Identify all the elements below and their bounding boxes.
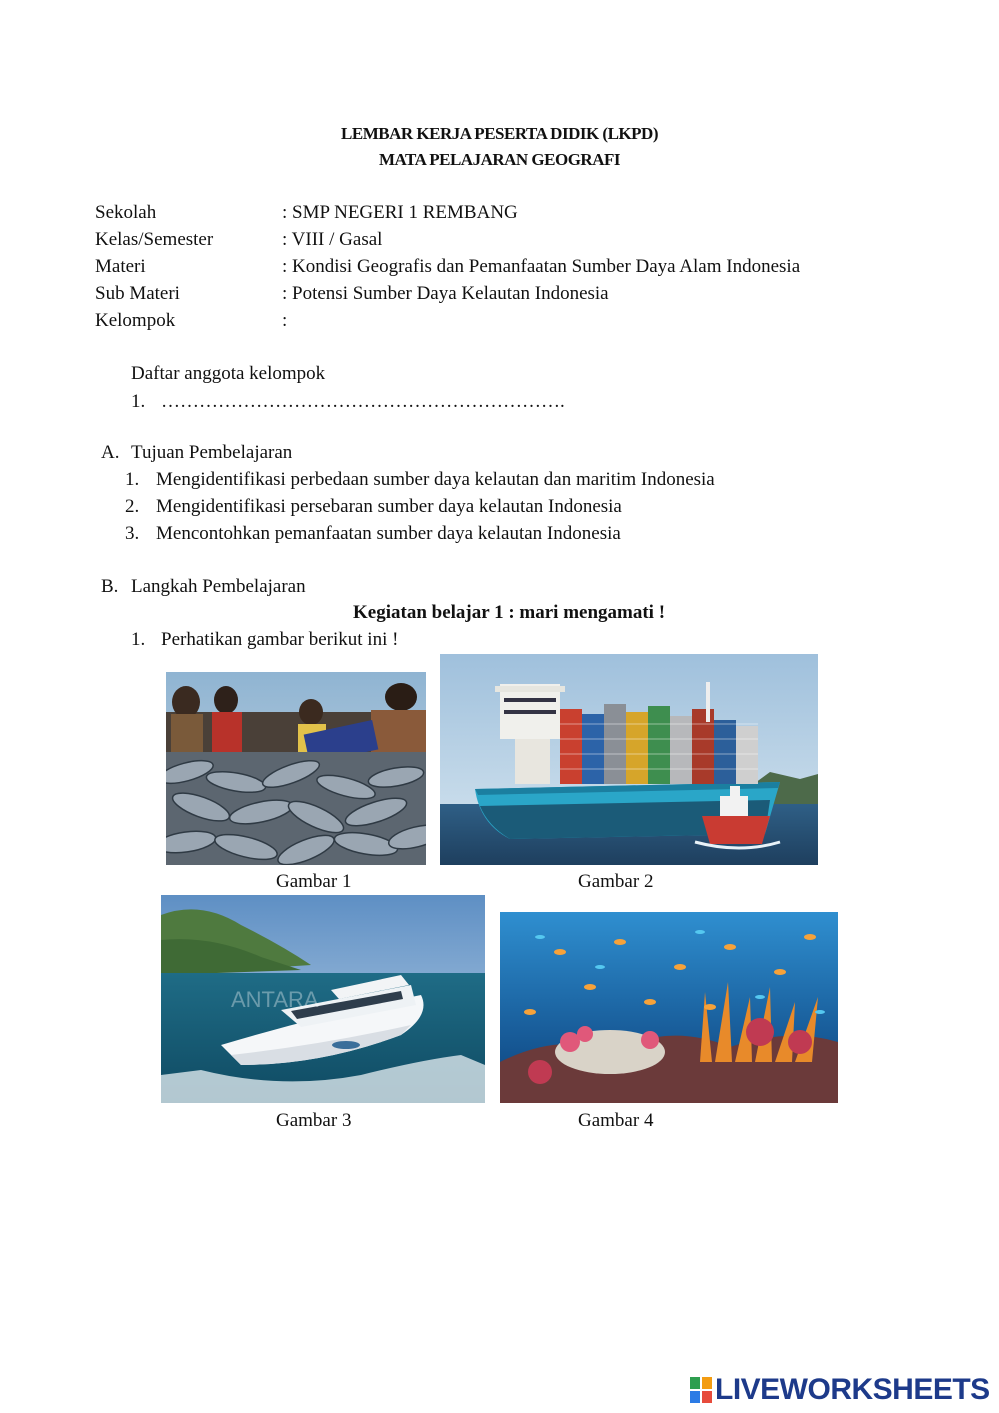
photo-watermark: ANTARA bbox=[231, 987, 319, 1012]
info-value-material: : Kondisi Geografis dan Pemanfaatan Sumber Daya Alam Indonesia bbox=[282, 256, 801, 277]
info-label-school: Sekolah bbox=[95, 202, 157, 223]
section-b-title: Langkah Pembelajaran bbox=[131, 576, 306, 597]
objective-number: 2. bbox=[125, 496, 140, 517]
speedboat-photo bbox=[161, 895, 485, 1103]
activity-title: Kegiatan belajar 1 : mari mengamati ! bbox=[353, 602, 666, 623]
image-caption: Gambar 1 bbox=[276, 871, 352, 892]
objective-text: Mencontohkan pemanfaatan sumber daya kelautan Indonesia bbox=[156, 523, 621, 544]
objective-number: 3. bbox=[125, 523, 140, 544]
fish-catch-photo bbox=[166, 672, 426, 865]
info-label-sub-material: Sub Materi bbox=[95, 283, 180, 304]
member-item-number: 1. bbox=[131, 391, 146, 412]
brand-name: LIVEWORKSHEETS bbox=[715, 1373, 990, 1406]
liveworksheets-logo-icon bbox=[690, 1377, 712, 1403]
image-caption: Gambar 4 bbox=[578, 1110, 654, 1131]
info-label-group: Kelompok bbox=[95, 310, 176, 331]
section-a-letter: A. bbox=[101, 442, 120, 463]
info-value-school: : SMP NEGERI 1 REMBANG bbox=[282, 202, 518, 223]
info-value-class: : VIII / Gasal bbox=[282, 229, 383, 250]
info-value-group: : bbox=[282, 310, 288, 331]
objective-text: Mengidentifikasi perbedaan sumber daya kelautan dan maritim Indonesia bbox=[156, 469, 715, 490]
step-text: Perhatikan gambar berikut ini ! bbox=[161, 629, 399, 650]
objective-number: 1. bbox=[125, 469, 140, 490]
coral-reef-photo bbox=[500, 912, 838, 1103]
section-a-title: Tujuan Pembelajaran bbox=[131, 442, 293, 463]
image-caption: Gambar 3 bbox=[276, 1110, 352, 1131]
members-heading: Daftar anggota kelompok bbox=[131, 363, 326, 384]
section-b-letter: B. bbox=[101, 576, 119, 597]
container-ship-photo bbox=[440, 654, 818, 865]
objective-text: Mengidentifikasi persebaran sumber daya kelautan Indonesia bbox=[156, 496, 622, 517]
image-caption: Gambar 2 bbox=[578, 871, 654, 892]
info-label-class: Kelas/Semester bbox=[95, 229, 214, 250]
info-value-sub-material: : Potensi Sumber Daya Kelautan Indonesia bbox=[282, 283, 609, 304]
document-subtitle: MATA PELAJARAN GEOGRAFI bbox=[379, 150, 620, 169]
member-item-blank: ………………………………………………………. bbox=[161, 391, 565, 412]
liveworksheets-brand[interactable] bbox=[690, 1372, 990, 1408]
document-title: LEMBAR KERJA PESERTA DIDIK (LKPD) bbox=[341, 124, 658, 143]
step-number: 1. bbox=[131, 629, 146, 650]
info-label-material: Materi bbox=[95, 256, 146, 277]
